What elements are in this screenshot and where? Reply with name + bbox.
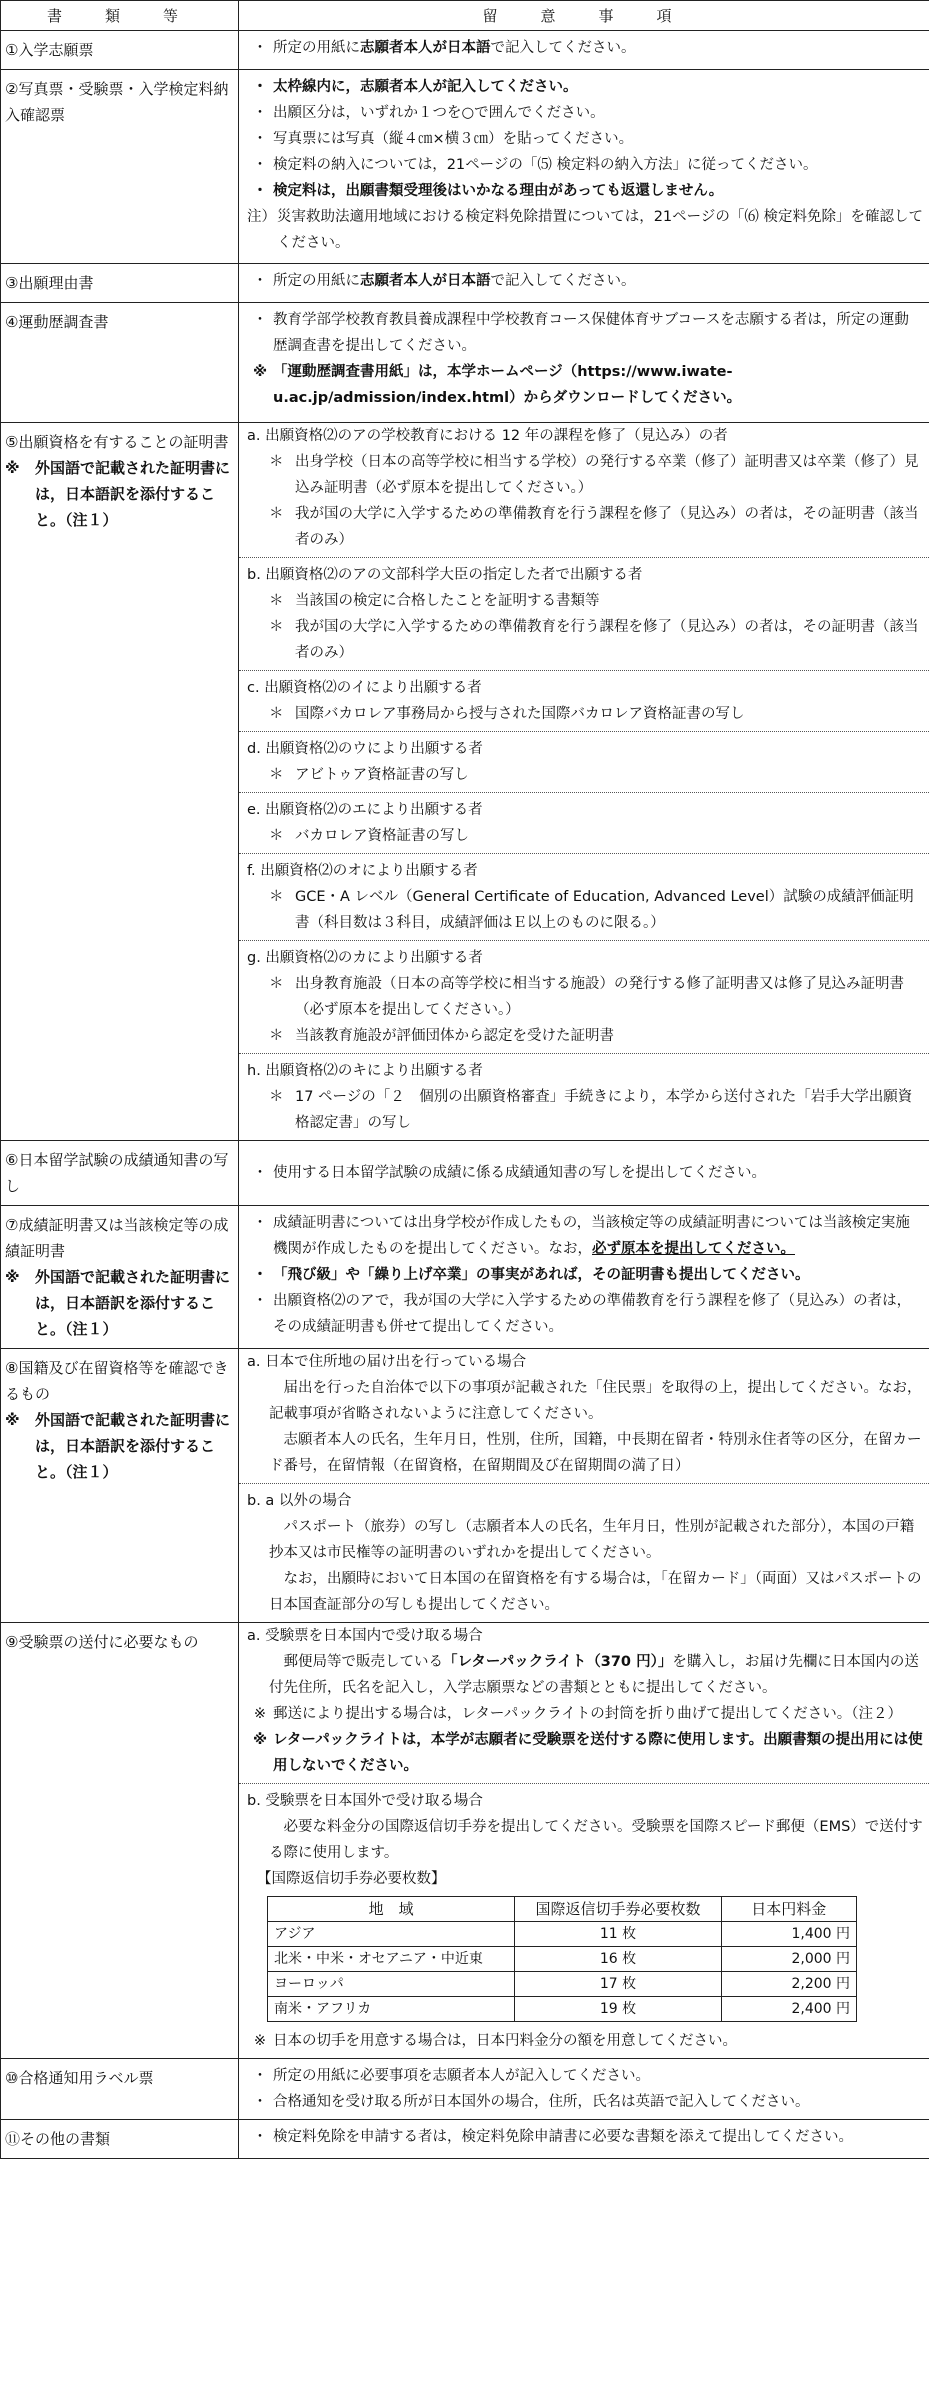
table-row: 南米・アフリカ 19 枚 2,400 円	[268, 1997, 857, 2022]
row-notes: ・ 所定の用紙に志願者本人が日本語で記入してください。	[239, 31, 929, 70]
section-a: a. 受験票を日本国内で受け取る場合 郵便局等で販売している「レターパックライト（370 円）」を購入し，お届け先欄に日本国内の送付先住所，氏名を記入し，入学志願票などの書類とともに提出してください。 ※ 郵送により提出する場合は，レターパックライトの封筒を折り曲げて提出してください。（注２） ※ レターパックライトは，本学が志願者に受験票を送付する際に使用します。出願書類の提出用には使用しないでください。	[247, 1628, 923, 1774]
section-a: a. 出願資格⑵のアの学校教育における 12 年の課程を修了（見込み）の者 ＊ 出身学校（日本の高等学校に相当する学校）の発行する卒業（修了）証明書又は卒業（修了）見込み証明書（必ず原本を提出してください。） ＊ 我が国の大学に入学するための準備教育を行う課程を修了（見込み）の者は，その証明書（該当者のみ）	[247, 428, 919, 548]
header-row	[1, 1, 929, 31]
row-eju-score	[1, 1141, 929, 1206]
row-notes: ・ 教育学部学校教育教員養成課程中学校教育コース保健体育サブコースを志願する者は，所定の運動歴調査書を提出してください。 ※ 「運動歴調査書用紙」は，本学ホームページ（https://www.iwate-u.ac.jp/admission/index.html）からダウンロードしてください。	[239, 303, 929, 423]
section-f: f. 出願資格⑵のオにより出願する者 ＊ GCE・A レベル（General Certificate of Education, Advanced Level）試験の成績評価証明書（科目数は３科目，成績評価はＥ以上のものに限る。）	[239, 853, 929, 940]
row-eligibility-proof	[1, 423, 929, 1141]
row-application-form	[1, 31, 929, 70]
row-label: ④運動歴調査書	[1, 303, 239, 423]
row-photo-ticket	[1, 70, 929, 264]
row-notes: ・ 使用する日本留学試験の成績に係る成績通知書の写しを提出してください。	[239, 1141, 929, 1206]
row-label: ③出願理由書	[1, 264, 239, 303]
row-notes: ・ 太枠線内に，志願者本人が記入してください。 ・ 出願区分は，いずれか１つを○で囲んでください。 ・ 写真票には写真（縦４㎝×横３㎝）を貼ってください。 ・ 検定料の納入については，21ページの「⑸ 検定料の納入方法」に従ってください。 ・ 検定料は，出願書類受理後はいかなる理由があっても返還しません。 注） 災害救助法適用地域における検定料免除措置については，21ページの「⑹ 検定料免除」を確認してください。	[239, 70, 929, 264]
row-notes: ・ 検定料免除を申請する者は，検定料免除申請書に必要な書類を添えて提出してください。	[239, 2120, 929, 2159]
section-a: a. 日本で住所地の届け出を行っている場合 届出を行った自治体で以下の事項が記載された「住民票」を取得の上，提出してください。なお，記載事項が省略されないように注意してください。 志願者本人の氏名，生年月日，性別，住所，国籍，中長期在留者・特別永住者等の区分，在留カード番号，在留情報（在留資格，在留期間及び在留期間の満了日）	[247, 1354, 922, 1474]
row-label: ⑩合格通知用ラベル票	[1, 2059, 239, 2120]
row-notes	[239, 1349, 929, 1623]
section-h: h. 出願資格⑵のキにより出願する者 ＊ 17 ページの「２ 個別の出願資格審査」手続きにより，本学から送付された「岩手大学出願資格認定書」の写し	[239, 1053, 929, 1140]
row-label: ⑤出願資格を有することの証明書 ※ 外国語で記載された証明書には，日本語訳を添付すること。（注１）	[1, 423, 239, 1141]
reply-coupon-table: 地 域 国際返信切手券必要枚数 日本円料金 アジア 11 枚 1,400 円 北米・中米・オセアニア・中近東 16 枚 2,000 円 ヨーロッパ 17 枚 2,200 円 南米・アフリカ 19 枚 2,400 円	[267, 1896, 857, 2022]
table-row: ヨーロッパ 17 枚 2,200 円	[268, 1972, 857, 1997]
row-notes: ・ 成績証明書については出身学校が作成したもの，当該検定等の成績証明書については当該検定実施機関が作成したものを提出してください。なお，必ず原本を提出してください。 ・ 「飛び級」や「繰り上げ卒業」の事実があれば，その証明書も提出してください。 ・ 出願資格⑵のアで，我が国の大学に入学するための準備教育を行う課程を修了（見込み）の者は，その成績証明書も併せて提出してください。	[239, 1206, 929, 1349]
section-g: g. 出願資格⑵のカにより出願する者 ＊ 出身教育施設（日本の高等学校に相当する施設）の発行する修了証明書又は修了見込み証明書（必ず原本を提出してください。） ＊ 当該教育施設が評価団体から認定を受けた証明書	[239, 940, 929, 1053]
row-result-label	[1, 2059, 929, 2120]
row-transcript	[1, 1206, 929, 1349]
row-label: ⑪その他の書類	[1, 2120, 239, 2159]
section-b: b. a 以外の場合 パスポート（旅券）の写し（志願者本人の氏名，生年月日，性別が記載された部分），本国の戸籍抄本又は市民権等の証明書のいずれかを提出してください。 なお，出願時において日本国の在留資格を有する場合は，「在留カード」（両面）又はパスポートの日本国査証部分の写しも提出してください。	[239, 1483, 929, 1622]
row-label: ①入学志願票	[1, 31, 239, 70]
header-documents: 書 類 等	[1, 1, 239, 31]
row-nationality	[1, 1349, 929, 1623]
table-row: 北米・中米・オセアニア・中近東 16 枚 2,000 円	[268, 1947, 857, 1972]
section-d: d. 出願資格⑵のウにより出願する者 ＊ アビトゥア資格証書の写し	[239, 731, 929, 792]
section-e: e. 出願資格⑵のエにより出願する者 ＊ バカロレア資格証書の写し	[239, 792, 929, 853]
table-row: アジア 11 枚 1,400 円	[268, 1922, 857, 1947]
section-b: b. 出願資格⑵のアの文部科学大臣の指定した者で出願する者 ＊ 当該国の検定に合格したことを証明する書類等 ＊ 我が国の大学に入学するための準備教育を行う課程を修了（見込み）の者は，その証明書（該当者のみ）	[239, 557, 929, 670]
section-b: b. 受験票を日本国外で受け取る場合 必要な料金分の国際返信切手券を提出してください。受験票を国際スピード郵便（EMS）で送付する際に使用します。 【国際返信切手券必要枚数】 地 域 国際返信切手券必要枚数 日本円料金 アジア 11 枚 1,400 円 北米・中米・オセアニア・中近東 16 枚 2,000 円 ヨーロッパ 17 枚 2,200 円 南米・アフリカ 19 枚 2,400 円 ※ 日本の切手を用意する場合は，日本円料金分の額を用意してください。	[239, 1783, 929, 2058]
header-notes: 留 意 事 項	[239, 1, 929, 31]
row-other-documents	[1, 2120, 929, 2159]
row-label: ⑨受験票の送付に必要なもの	[1, 1623, 239, 2059]
row-notes	[239, 1623, 929, 2059]
row-label: ⑥日本留学試験の成績通知書の写し	[1, 1141, 239, 1206]
row-notes: ・ 所定の用紙に志願者本人が日本語で記入してください。	[239, 264, 929, 303]
row-sports-history	[1, 303, 929, 423]
row-notes	[239, 423, 929, 1141]
row-notes: ・ 所定の用紙に必要事項を志願者本人が記入してください。 ・ 合格通知を受け取る所が日本国外の場合，住所，氏名は英語で記入してください。	[239, 2059, 929, 2120]
row-reason-statement	[1, 264, 929, 303]
row-label: ⑧国籍及び在留資格等を確認できるもの ※ 外国語で記載された証明書には，日本語訳を添付すること。（注１）	[1, 1349, 239, 1623]
section-c: c. 出願資格⑵のイにより出願する者 ＊ 国際バカロレア事務局から授与された国際バカロレア資格証書の写し	[239, 670, 929, 731]
row-label: ②写真票・受験票・入学検定料納入確認票	[1, 70, 239, 264]
row-label: ⑦成績証明書又は当該検定等の成績証明書 ※ 外国語で記載された証明書には，日本語訳を添付すること。（注１）	[1, 1206, 239, 1349]
row-ticket-delivery	[1, 1623, 929, 2059]
